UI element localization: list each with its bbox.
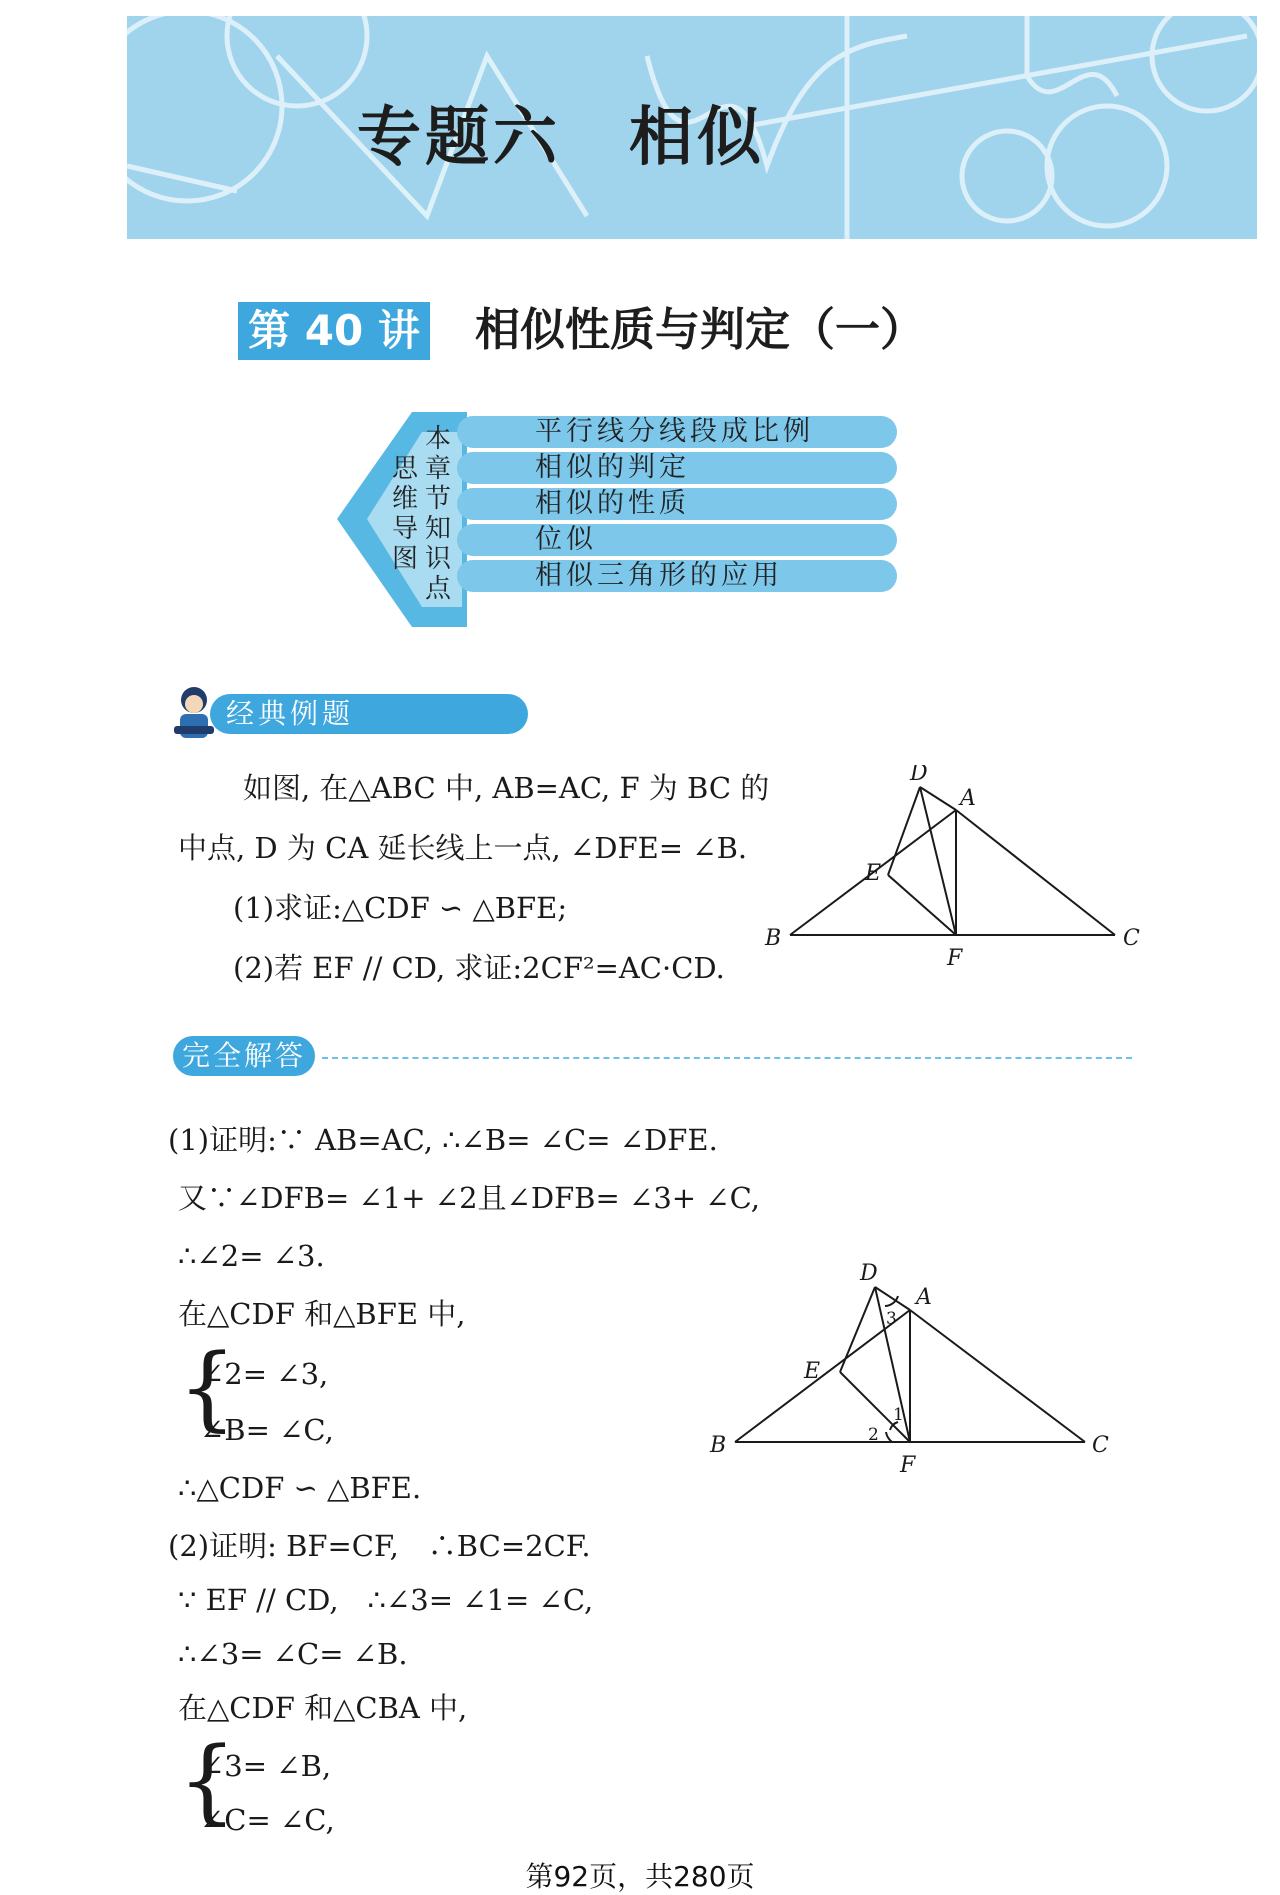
figure-label-d: D bbox=[860, 1262, 878, 1286]
solution-line: ∠C= ∠C, bbox=[200, 1803, 335, 1837]
solution-line: (2)证明: BF=CF, ∴BC=2CF. bbox=[168, 1529, 591, 1563]
figure-label-a: A bbox=[916, 1285, 932, 1310]
mind-map-label-char: 导 bbox=[391, 514, 418, 544]
figure-label-e: E bbox=[865, 861, 882, 886]
solution-line: (1)证明:∵ AB=AC, ∴∠B= ∠C= ∠DFE. bbox=[168, 1123, 718, 1157]
mind-map-item: 相似的性质 bbox=[535, 488, 690, 519]
solution-line: ∴∠2= ∠3. bbox=[178, 1239, 325, 1273]
solution-line: ∴∠3= ∠C= ∠B. bbox=[178, 1637, 408, 1671]
chapter-banner bbox=[127, 16, 1257, 239]
mind-map-label-char: 章 bbox=[424, 454, 451, 484]
solution-line: 在△CDF 和△BFE 中, bbox=[178, 1297, 466, 1331]
figure-label-f: F bbox=[900, 1453, 916, 1477]
mind-map-item: 相似的判定 bbox=[535, 452, 690, 483]
figure-label-e: E bbox=[804, 1359, 821, 1384]
example-figure bbox=[760, 765, 1160, 980]
mind-map-label-char: 维 bbox=[391, 484, 418, 514]
angle-label-1: 1 bbox=[893, 1405, 904, 1425]
example-line: (1)求证:△CDF ∽ △BFE; bbox=[233, 891, 568, 925]
figure-label-c: C bbox=[1092, 1433, 1109, 1458]
solution-line: 在△CDF 和△CBA 中, bbox=[178, 1691, 468, 1725]
figure-label-b: B bbox=[765, 926, 782, 951]
mind-map-label-char: 节 bbox=[424, 484, 451, 514]
solution-divider bbox=[322, 1057, 1132, 1059]
example-line: (2)若 EF // CD, 求证:2CF²=AC·CD. bbox=[233, 951, 725, 985]
mind-map-label-char: 点 bbox=[424, 574, 451, 604]
brace: { bbox=[178, 1727, 237, 1834]
lecture-badge: 第 40 讲 bbox=[238, 302, 430, 360]
mind-map bbox=[337, 412, 897, 627]
solution-line: 又∵∠DFB= ∠1+ ∠2且∠DFB= ∠3+ ∠C, bbox=[178, 1181, 760, 1215]
mind-map-label-char: 思 bbox=[391, 454, 418, 484]
example-line: 中点, D 为 CA 延长线上一点, ∠DFE= ∠B. bbox=[178, 831, 748, 865]
angle-label-3: 3 bbox=[886, 1309, 897, 1329]
mind-map-item: 相似三角形的应用 bbox=[535, 560, 783, 591]
figure-label-b: B bbox=[710, 1433, 727, 1458]
solution-figure bbox=[700, 1262, 1120, 1477]
angle-label-2: 2 bbox=[868, 1425, 879, 1445]
mind-map-bar bbox=[457, 524, 897, 556]
page-counter: 第92页，共280页 bbox=[525, 1860, 755, 1893]
solution-line: ∵ EF // CD, ∴∠3= ∠1= ∠C, bbox=[178, 1583, 594, 1617]
figure-label-c: C bbox=[1123, 926, 1140, 951]
mind-map-item: 位似 bbox=[535, 524, 597, 555]
student-icon bbox=[170, 682, 218, 742]
figure-label-a: A bbox=[960, 786, 976, 811]
mind-map-label-char: 图 bbox=[391, 544, 418, 574]
example-line: 如图, 在△ABC 中, AB=AC, F 为 BC 的 bbox=[243, 771, 770, 805]
solution-line: ∠3= ∠B, bbox=[200, 1749, 332, 1783]
solution-line: ∴△CDF ∽ △BFE. bbox=[178, 1471, 422, 1505]
banner-title: 专题六 相似 bbox=[357, 101, 765, 175]
example-header-label: 经典例题 bbox=[210, 694, 528, 734]
mind-map-label-char: 本 bbox=[424, 424, 451, 454]
lecture-title: 相似性质与判定（一） bbox=[475, 303, 926, 356]
solution-line: ∠2= ∠3, bbox=[200, 1357, 329, 1391]
mind-map-item: 平行线分线段成比例 bbox=[535, 416, 814, 447]
solution-header: 完全解答 bbox=[173, 1036, 315, 1076]
solution-line: ∠B= ∠C, bbox=[200, 1413, 334, 1447]
mind-map-label-char: 知 bbox=[424, 514, 451, 544]
mind-map-label-char: 识 bbox=[424, 544, 451, 574]
figure-label-d: D bbox=[910, 765, 928, 786]
figure-label-f: F bbox=[947, 946, 963, 971]
brace: { bbox=[178, 1334, 237, 1441]
